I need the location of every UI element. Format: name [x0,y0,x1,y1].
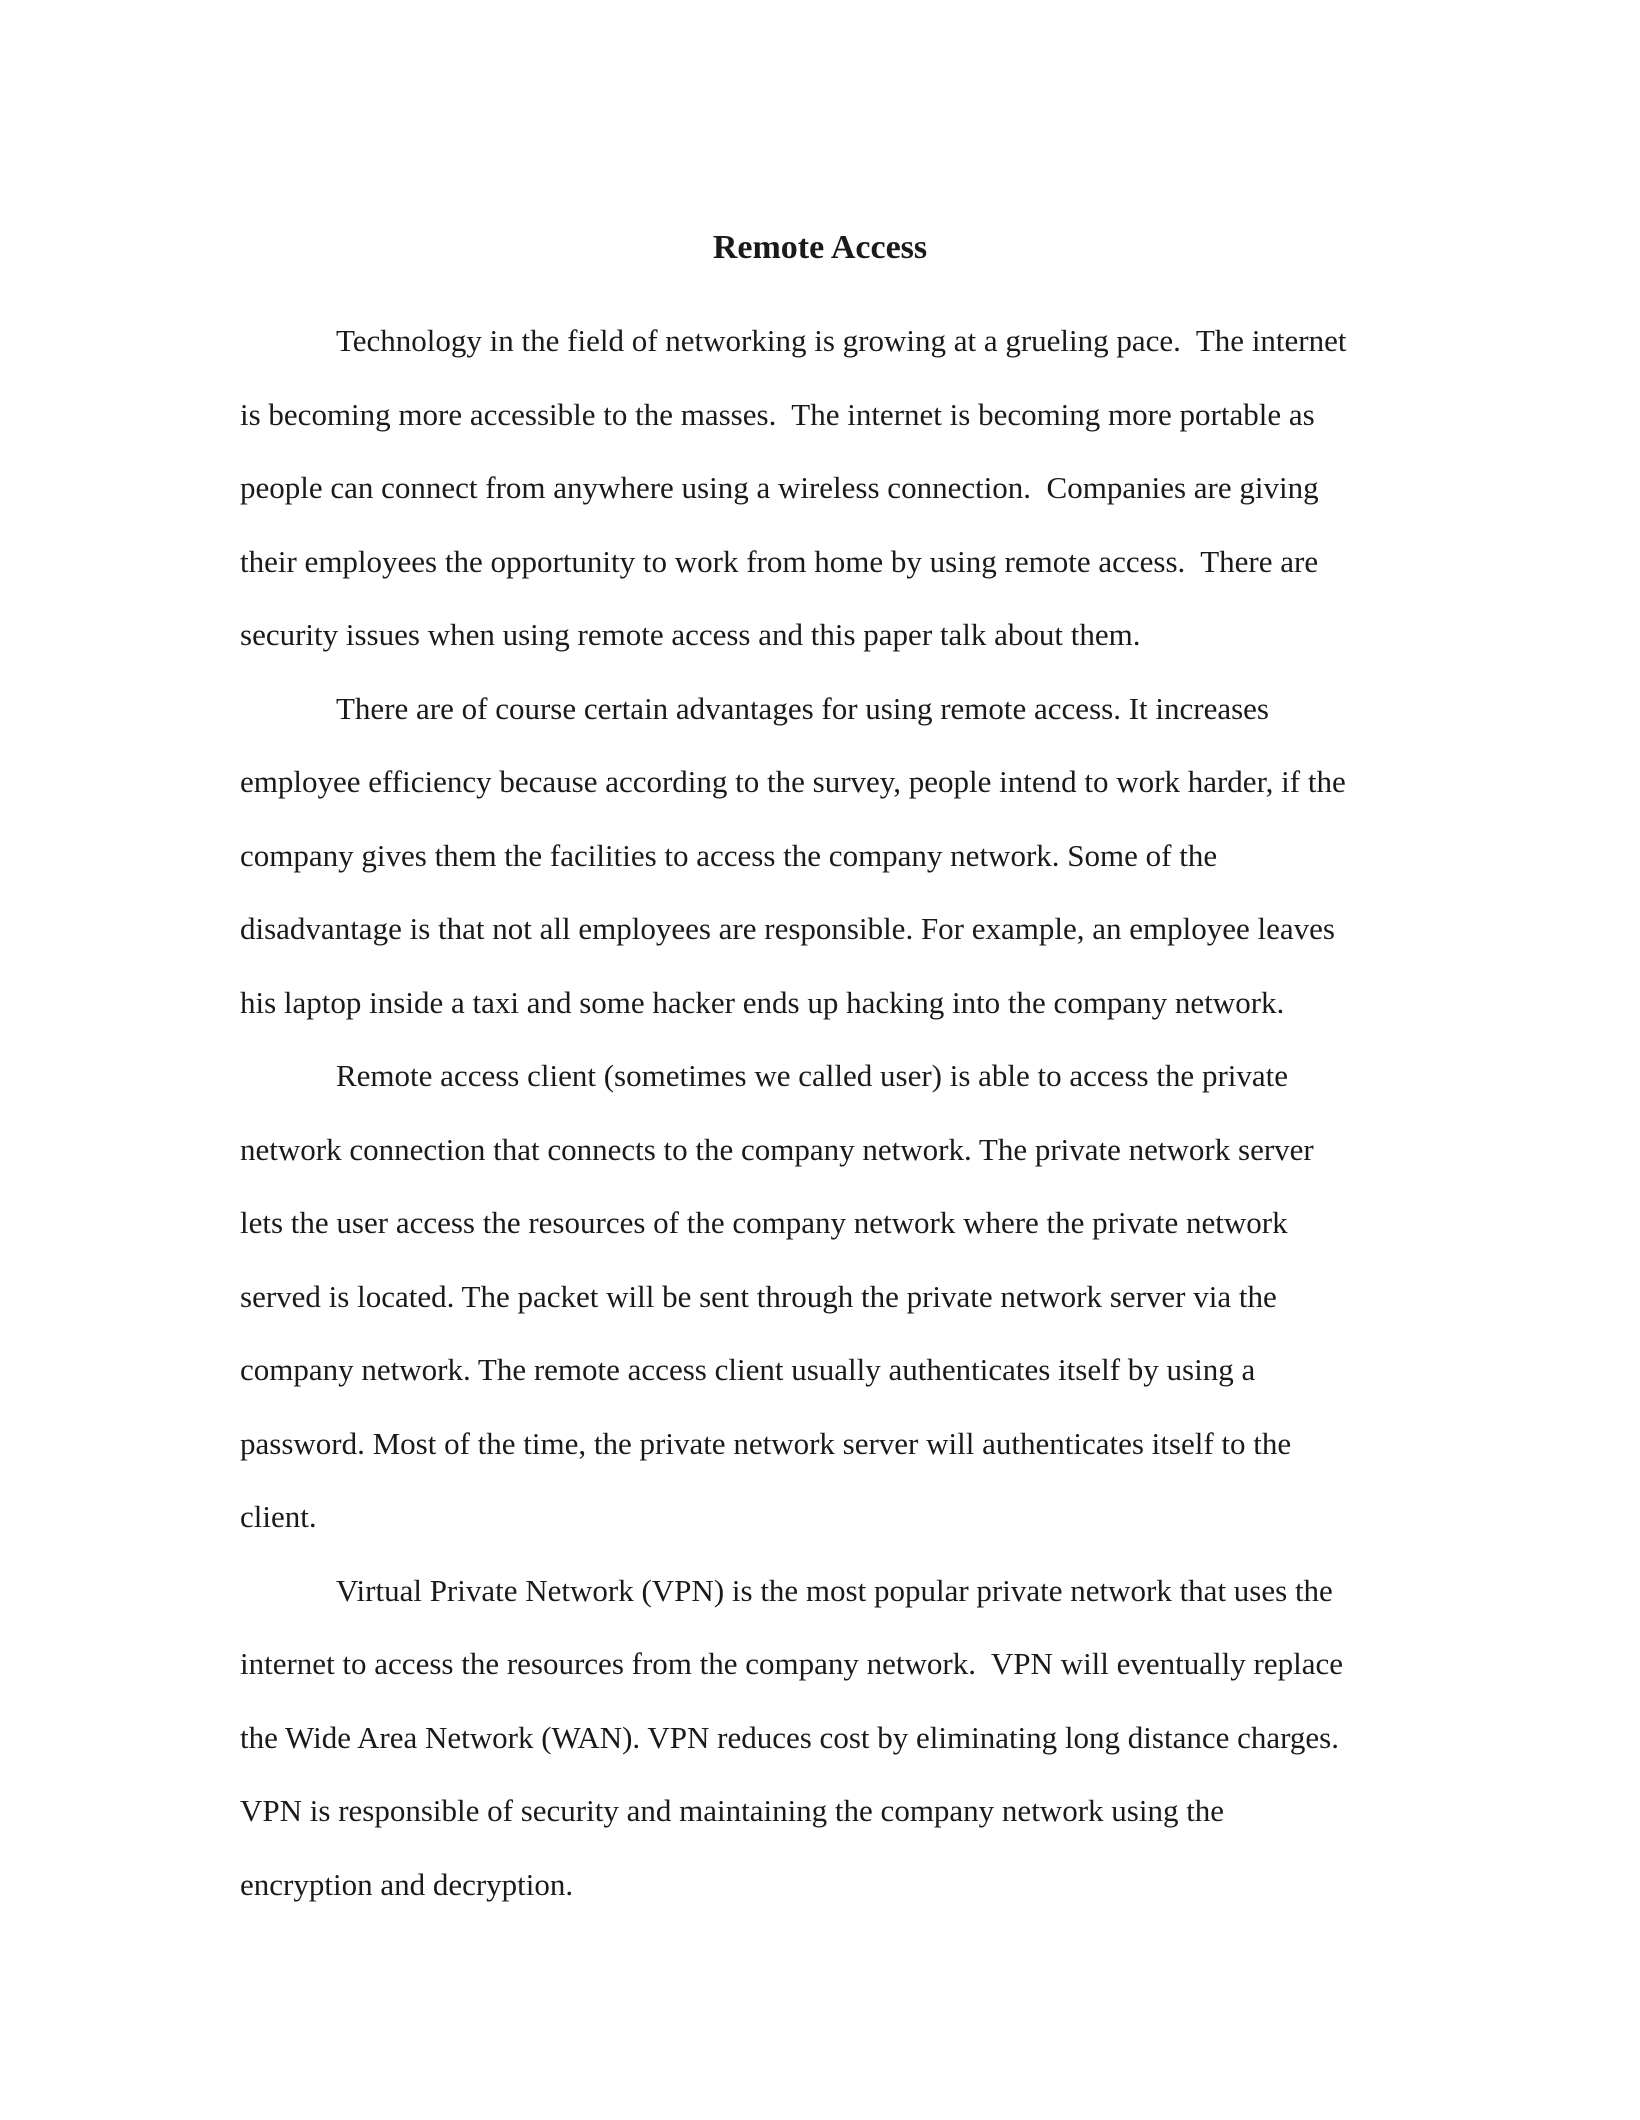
paragraph-line: company gives them the facilities to access the company network. Some of the [240,837,1218,873]
paragraph-line: internet to access the resources from the company network. VPN will eventually replace [240,1646,1343,1681]
paragraph-line: Remote access client (sometimes we called user) is able to access the private [336,1058,1289,1093]
paragraph-line: their employees the opportunity to work from home by using remote access. There are [240,543,1319,579]
paragraph-line: VPN is responsible of security and maintaining the company network using the [240,1793,1225,1828]
document-title: Remote Access [712,229,928,266]
paragraph-line: password. Most of the time, the private network server will authenticates itself to the [240,1425,1292,1461]
paragraph-line: disadvantage is that not all employees are responsible. For example, an employee leaves [240,911,1335,946]
paragraph-line: network connection that connects to the company network. The private network server [240,1131,1314,1167]
paragraph-line: served is located. The packet will be sent through the private network server via the [240,1278,1277,1314]
paragraph-2 [240,672,1400,1040]
paragraph-3 [240,1039,1400,1554]
paragraph-line: lets the user access the resources of the company network where the private network [240,1205,1288,1240]
paragraph-line: encryption and decryption. [240,1866,574,1902]
paragraph-line: security issues when using remote access and this paper talk about them. [240,617,1141,652]
paragraph-line: Technology in the field of networking is growing at a grueling pace. The internet [336,323,1347,358]
document-body [240,304,1400,1921]
paragraph-line: is becoming more accessible to the masses. The internet is becoming more portable as [240,396,1315,432]
paragraph-1 [240,304,1400,672]
paragraph-line: client. [240,1499,317,1534]
paragraph-line: the Wide Area Network (WAN). VPN reduces cost by eliminating long distance charges. [240,1719,1339,1755]
paragraph-4 [240,1554,1400,1922]
paragraph-line: employee efficiency because according to the survey, people intend to work harder, if the [240,764,1346,799]
paragraph-line: Virtual Private Network (VPN) is the most popular private network that uses the [336,1572,1333,1608]
paragraph-line: people can connect from anywhere using a wireless connection. Companies are giving [240,470,1319,505]
paragraph-line: company network. The remote access client usually authenticates itself by using a [240,1352,1256,1387]
paragraph-line: There are of course certain advantages for using remote access. It increases [336,690,1269,726]
paragraph-line: his laptop inside a taxi and some hacker ends up hacking into the company network. [240,984,1285,1020]
